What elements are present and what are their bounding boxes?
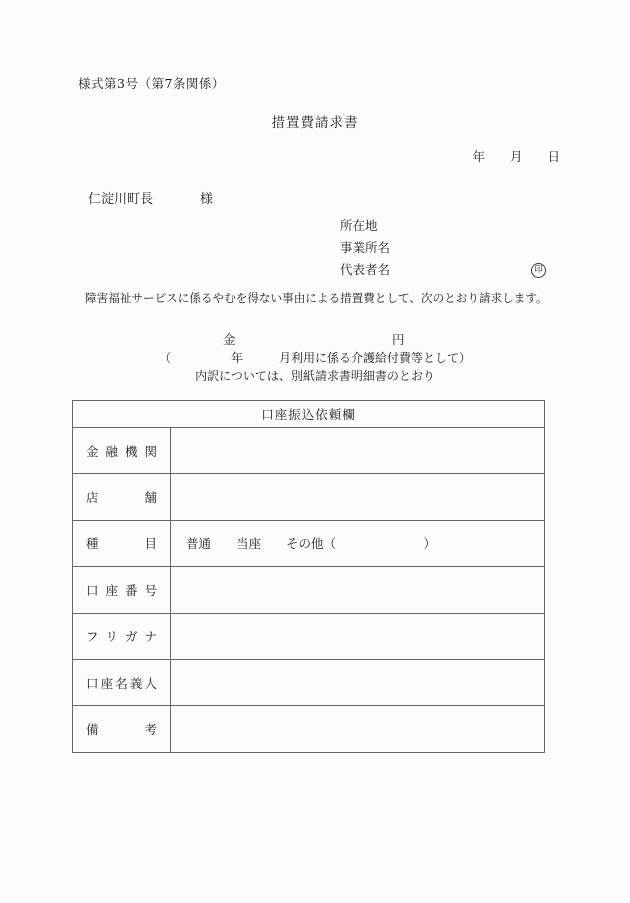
bank-transfer-table — [72, 400, 545, 753]
table-row — [73, 659, 545, 705]
sender-representative-label: 代表者名 — [340, 262, 391, 277]
row-label: 店 舗 — [73, 474, 171, 520]
date-line: 年 月 日 — [472, 149, 560, 164]
table-row — [73, 428, 545, 474]
breakdown-note: 内訳については、別紙請求書明細書のとおり — [195, 369, 435, 383]
amount-suffix: 円 — [392, 332, 405, 347]
row-label: 種 目 — [73, 520, 171, 566]
row-value — [171, 613, 545, 659]
row-value — [171, 474, 545, 520]
addressee-honorific: 様 — [200, 192, 214, 207]
sender-office-label: 事業所名 — [340, 240, 391, 255]
body-text: 障害福祉サービスに係るやむを得ない事由による措置費として、次のとおり請求します。 — [85, 291, 548, 305]
period-note: （ 年 月利用に係る介護給付費等として） — [158, 351, 471, 365]
seal-stamp-icon: 印 — [531, 263, 546, 278]
table-row — [73, 567, 545, 613]
sender-representative-line — [340, 259, 546, 281]
table-header-row — [73, 401, 545, 428]
table-row — [73, 706, 545, 752]
row-label: フ リ ガ ナ — [73, 613, 171, 659]
document-title: 措置費請求書 — [271, 115, 359, 131]
row-label: 金 融 機 関 — [73, 428, 171, 474]
sender-block — [340, 215, 546, 281]
form-number: 様式第3号（第7条関係） — [78, 76, 225, 91]
table-row — [73, 613, 545, 659]
row-value — [171, 659, 545, 705]
row-value — [171, 706, 545, 752]
table-row — [73, 474, 545, 520]
addressee-name: 仁淀川町長 — [88, 192, 154, 207]
bank-transfer-table-body — [73, 428, 545, 753]
row-label: 口 座 名 義 人 — [73, 659, 171, 705]
table-header: 口座振込依頼欄 — [73, 401, 545, 428]
row-value — [171, 428, 545, 474]
row-value: 普通 当座 その他（ ） — [171, 520, 545, 566]
amount-line — [0, 330, 630, 346]
row-label: 備 考 — [73, 706, 171, 752]
sender-address-label: 所在地 — [340, 218, 378, 233]
table-row — [73, 520, 545, 566]
addressee-line — [0, 188, 630, 207]
amount-prefix: 金 — [223, 332, 236, 347]
row-value — [171, 567, 545, 613]
row-label: 口 座 番 号 — [73, 567, 171, 613]
